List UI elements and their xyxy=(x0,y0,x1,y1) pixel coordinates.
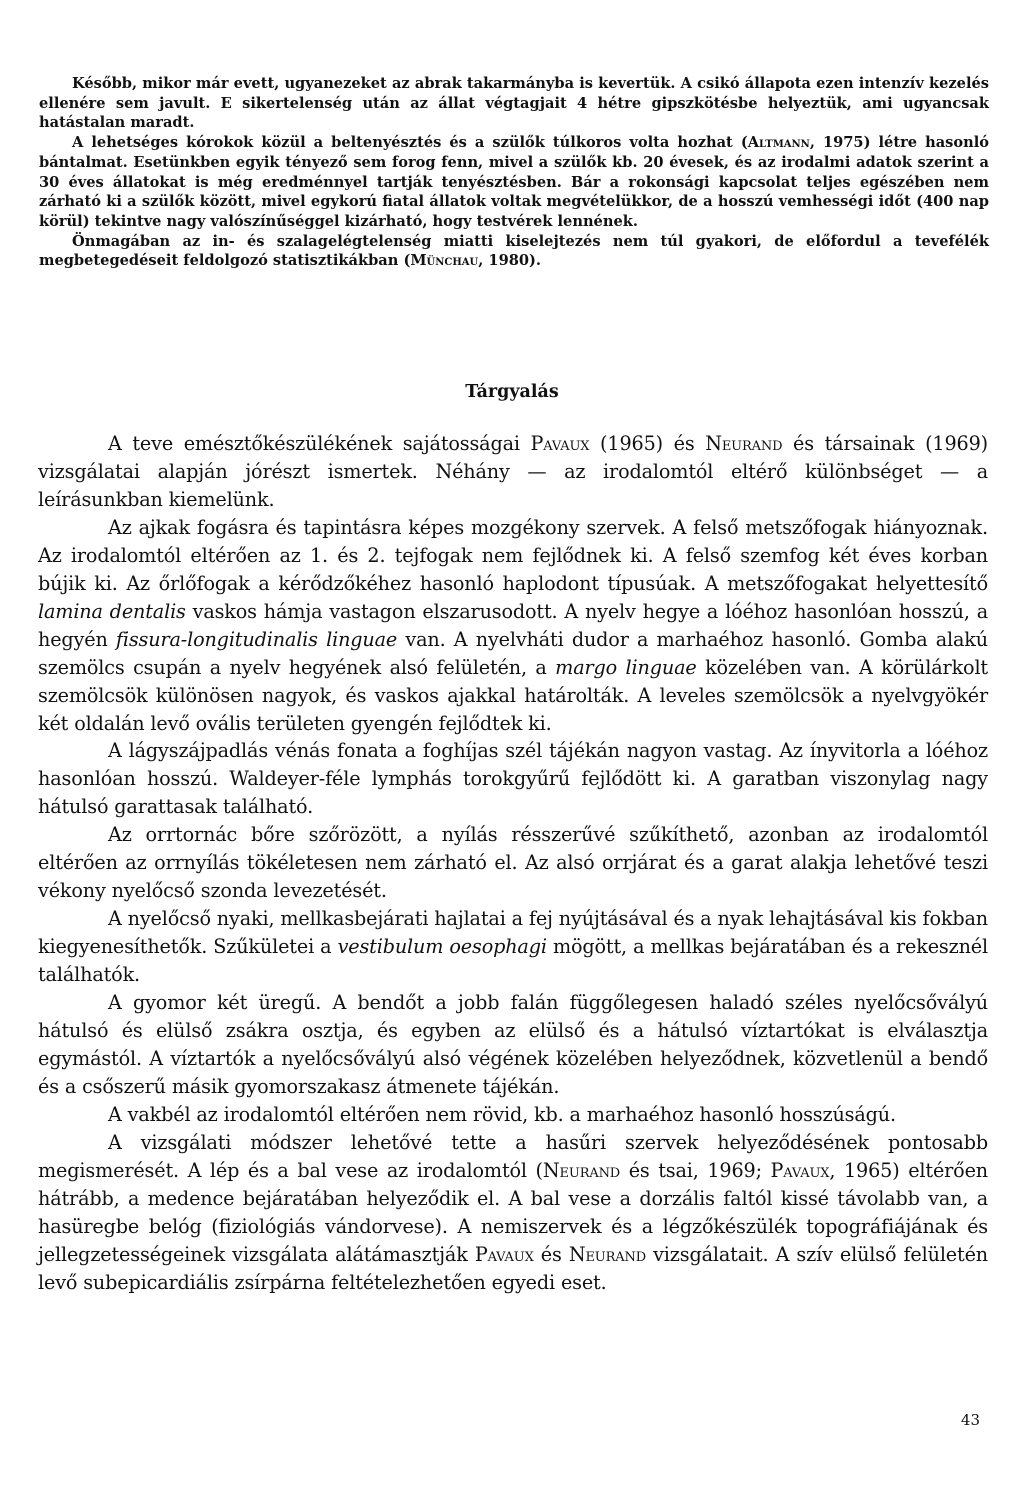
author-name: Pavaux xyxy=(770,1158,830,1182)
author-name: Neurand xyxy=(705,432,783,455)
main-paragraph: Az orrtornác bőre szőrözött, a nyílás résszerűvé szűkíthető, azonban az irodalomtól eltérően az orrnyílás tökéletesen nem zárható el. Az alsó orrjárat és a garat alakja lehetővé teszi vékony nyelőcső szonda levezetését. xyxy=(38,823,988,903)
latin-term: vestibulum oesophagi xyxy=(337,935,547,959)
main-paragraph: A vizsgálati módszer lehetővé tette a hasűri szervek helyeződésének pontosabb megismerését. A lép és a bal vese az irodalomtól (Neurand és tsai, 1969; Pavaux, 1965) eltérően hátrább, a medence bejáratában helyeződik el. A bal vese a dorzális faltól kissé távolabb van, a hasüregbe belóg (fiziológiás vándorvese). A nemiszervek és a légzőkészülék topográfiájának és jellegzetességeinek vizsgálata alátámasztják Pavaux és Neurand vizsgálatait. A szív elülső felületén levő subepicardiális zsírpárna feltételezhetően egyedi eset. xyxy=(38,1130,988,1294)
latin-term: lamina dentalis xyxy=(38,599,186,623)
top-paragraph: Később, mikor már evett, ugyanezeket az abrak takarmányba is kevertük. A csikó állapota ezen intenzív kezelés ellenére sem javult. E sikertelenség után az állat végtagjait 4 hétre gipszkötésbe helyeztük, ami ugyancsak hatástalan maradt. xyxy=(39,75,989,132)
latin-term: fissura-longitudinalis linguae xyxy=(115,627,398,651)
author-name: Münchau xyxy=(410,252,479,270)
main-text-block xyxy=(38,430,988,1297)
page-number: 43 xyxy=(960,1411,980,1429)
top-text-block xyxy=(39,74,989,271)
author-name: Neurand xyxy=(542,1158,621,1182)
latin-term: margo linguae xyxy=(555,655,697,679)
main-paragraph: A teve emésztőkészülékének sajátosságai Pavaux (1965) és Neurand és társainak (1969) vizsgálatai alapján jórészt ismertek. Néhány — az irodalomtól eltérő különbséget — a leírásunkban kiemelünk. xyxy=(38,432,988,511)
author-name: Pavaux xyxy=(474,1242,534,1266)
top-paragraph: A lehetséges kórokok közül a beltenyésztés és a szülők túlkoros volta hozhat (Altmann, 1975) létre hasonló bántalmat. Esetünkben egyik tényező sem forog fenn, mivel a szülők kb. 20 évesek, és az irodalmi adatok szerint a 30 éves állatokat is még eredménnyel tartják tenyésztésben. Bár a rokonsági kapcsolat teljes egészében nem zárható ki a szülők között, mivel egykorú fiatal állatok voltak megvételükkor, de a hosszú vemhességi időt (400 nap körül) tekintve nagy valószínűséggel kizárható, hogy testvérek lennének. xyxy=(39,134,989,230)
main-paragraph: A lágyszájpadlás vénás fonata a foghíjas szél tájékán nagyon vastag. Az ínyvitorla a lóéhoz hasonlóan hosszú. Waldeyer-féle lymphás torokgyűrű fejlődött ki. A garatban viszonylag nagy hátulsó garattasak található. xyxy=(38,739,988,819)
author-name: Altmann xyxy=(747,134,810,152)
main-paragraph: A nyelőcső nyaki, mellkasbejárati hajlatai a fej nyújtásával és a nyak lehajtásával kis fokban kiegyenesíthetők. Szűkületei a vestibulum oesophagi mögött, a mellkas bejáratában és a rekesznél találhatók. xyxy=(38,907,988,987)
author-name: Pavaux xyxy=(530,432,590,455)
main-paragraph: A vakbél az irodalomtól eltérően nem rövid, kb. a marhaéhoz hasonló hosszúságú. xyxy=(108,1102,896,1126)
main-paragraph: Az ajkak fogásra és tapintásra képes mozgékony szervek. A felső metszőfogak hiányoznak. Az irodalomtól eltérően az 1. és 2. tejfogak nem fejlődnek ki. A felső szemfog két éves korban bújik ki. Az őrlőfogak a kérődzőkéhez hasonló haplodont típusúak. A metszőfogakat helyettesítő lamina dentalis vaskos hámja vastagon elszarusodott. A nyelv hegye a lóéhoz hasonlóan hosszú, a hegyén fissura-longitudinalis linguae van. A nyelvháti dudor a marhaéhoz hasonló. Gomba alakú szemölcs csupán a nyelv hegyének alsó felületén, a margo linguae közelében van. A körülárkolt szemölcsök különösen nagyok, és vaskos ajakkal határolták. A leveles szemölcsök a nyelvgyökér két oldalán levő ovális területen gyengén fejlődtek ki. xyxy=(38,515,988,735)
top-paragraph: Önmagában az in- és szalagelégtelenség miatti kiselejtezés nem túl gyakori, de előfordul a tevefélék megbetegedéseit feldolgozó statisztikákban (Münchau, 1980). xyxy=(39,232,989,270)
section-title: Tárgyalás xyxy=(465,382,559,402)
author-name: Neurand xyxy=(568,1242,646,1266)
main-paragraph: A gyomor két üregű. A bendőt a jobb falán függőlegesen haladó széles nyelőcsővályú hátulsó és elülső zsákra osztja, és egyben az elülső és a hátulsó víztartókat is elválasztja egymástól. A víztartók a nyelőcsővályú alsó végének közelében helyeződnek, közvetlenül a bendő és a csőszerű másik gyomorszakasz átmenete tájékán. xyxy=(38,991,988,1098)
